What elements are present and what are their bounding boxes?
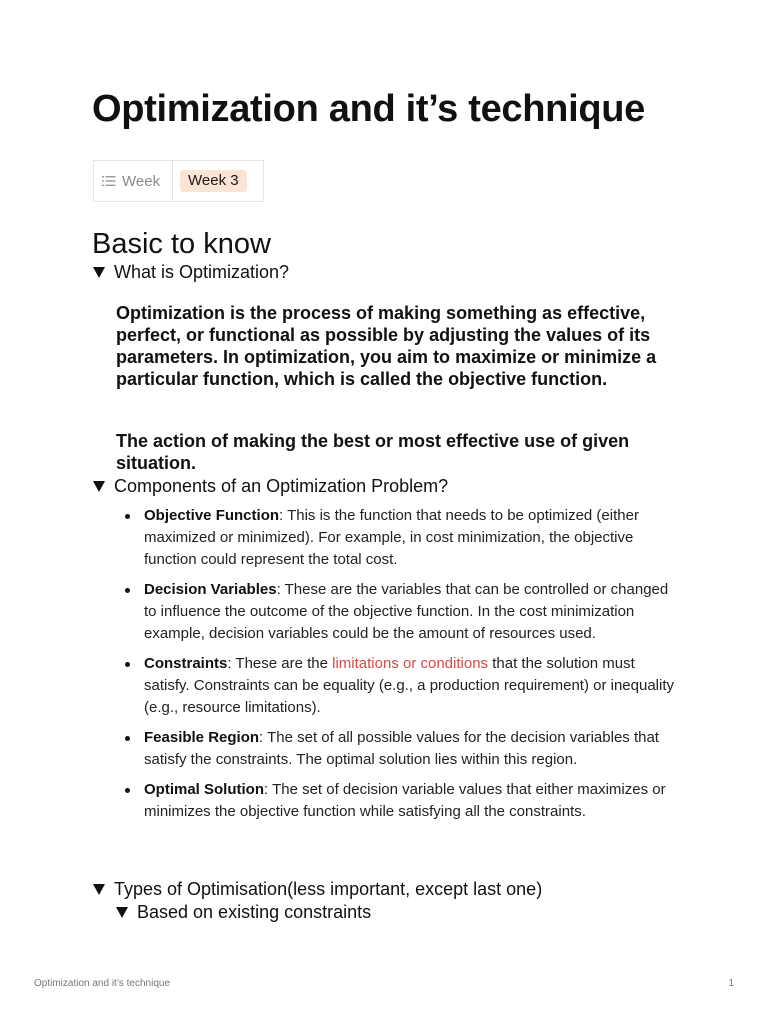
bullet-icon [125, 588, 130, 593]
toggle-triangle-icon[interactable] [93, 884, 105, 895]
toggle-triangle-icon[interactable] [116, 907, 128, 918]
toggle-triangle-icon[interactable] [93, 481, 105, 492]
week-property-label: Week [122, 172, 161, 190]
item-term: Objective Function [144, 507, 280, 524]
definition-paragraph [116, 302, 688, 390]
toggle-label: Based on existing constraints [137, 902, 372, 922]
toggle-types-of-optimisation[interactable] [93, 878, 542, 900]
item-text: : These are the variables that can be controlled or changed to influence the outcome of the objective function. In the cost minimization example, decision variables could be the amount of resources used. [144, 581, 669, 642]
toggle-label: Components of an Optimization Problem? [114, 476, 449, 496]
item-text: that the solution must satisfy. Constraints can be equality (e.g., a production requirement) or inequality (e.g., resource limitations). [144, 655, 674, 716]
minimize-term: minimize [564, 347, 642, 367]
week-tag: Week 3 [180, 170, 247, 192]
action-paragraph: The action of making the best or most effective use of given situation. [116, 431, 630, 473]
definition-end: . [602, 369, 608, 389]
highlighted-text: limitations or conditions [332, 655, 489, 672]
item-term: Decision Variables [144, 581, 277, 598]
item-text: : The set of decision variable values that either maximizes or minimizes the objective function while satisfying all the constraints. [144, 781, 666, 820]
maximize-term: maximize [455, 347, 537, 367]
or-text: or [536, 347, 565, 367]
toggle-based-on-constraints[interactable] [116, 901, 371, 923]
item-term: Optimal Solution [144, 781, 264, 798]
toggle-label: Types of Optimisation(less important, except last one) [114, 879, 543, 899]
toggle-triangle-icon[interactable] [93, 267, 105, 278]
item-term: Constraints [144, 655, 228, 672]
list-item [144, 727, 684, 771]
item-text: : This is the function that needs to be optimized (either maximized or minimized). For example, in cost minimization, the objective function could represent the total cost. [144, 507, 639, 568]
footer-title: Optimization and it’s technique [34, 978, 171, 989]
toggle-what-is-optimization[interactable] [93, 261, 289, 283]
item-term: Feasible Region [144, 729, 260, 746]
item-text: : The set of all possible values for the decision variables that satisfy the constraints. The optimal solution lies within this region. [144, 729, 659, 768]
list-item [144, 579, 684, 645]
bullet-icon [125, 662, 130, 667]
bullet-icon [125, 736, 130, 741]
list-item [144, 505, 684, 571]
toggle-label: What is Optimization? [114, 262, 290, 282]
week-property [93, 160, 264, 202]
page-title: Optimization and it’s technique [92, 88, 645, 130]
page-number: 1 [728, 978, 734, 989]
bullet-icon [125, 788, 130, 793]
list-icon [102, 175, 116, 187]
toggle-components[interactable] [93, 475, 448, 497]
week-property-value[interactable] [173, 161, 263, 201]
item-text: : These are the [227, 655, 333, 672]
list-item [144, 779, 684, 823]
bullet-icon [125, 514, 130, 519]
list-item [144, 653, 684, 719]
definition-middle: a particular function, which is called the [116, 347, 657, 389]
week-property-key [94, 161, 173, 201]
objective-function-term: objective function [448, 369, 603, 389]
components-list [144, 505, 684, 831]
definition-intro: Optimization is the process of making something as effective, perfect, or functional as possible by adjusting the values of its parameters. In optimization, you aim to [116, 303, 651, 367]
section-heading: Basic to know [92, 228, 271, 260]
